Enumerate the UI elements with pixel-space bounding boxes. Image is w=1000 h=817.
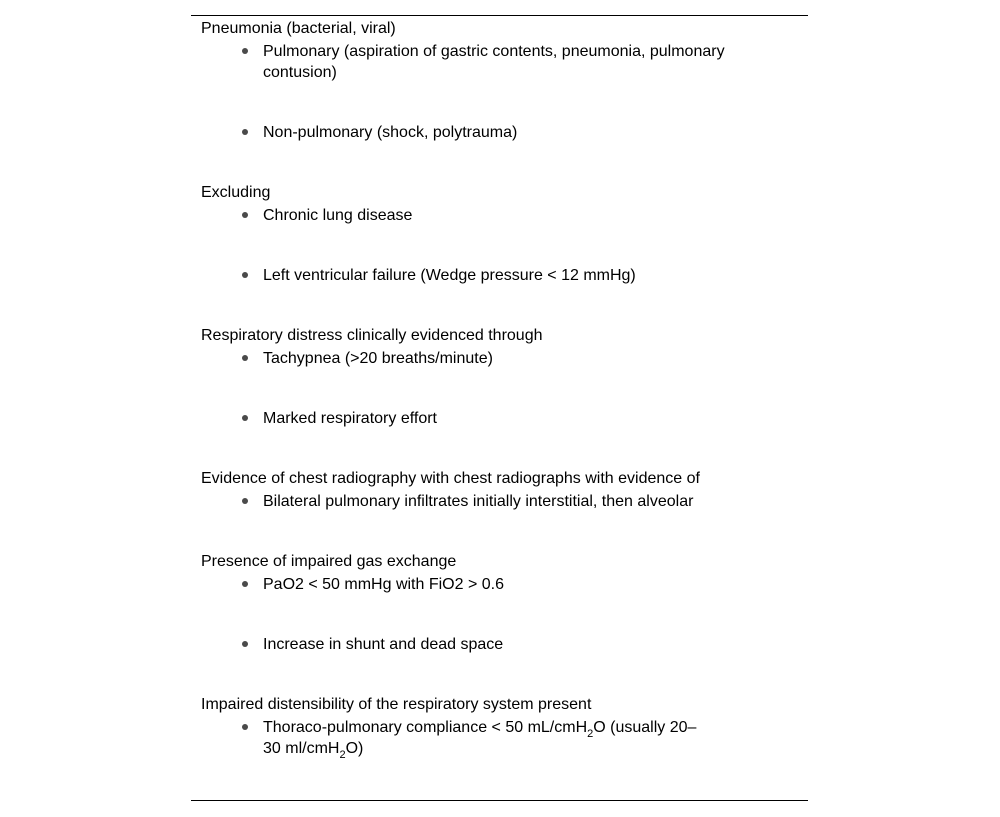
section-heading-excluding: Excluding xyxy=(201,184,271,201)
list-item-non-pulmonary: Non-pulmonary (shock, polytrauma) xyxy=(263,124,518,141)
bullet-icon xyxy=(242,212,248,218)
section-heading-distensibility: Impaired distensibility of the respiratory system present xyxy=(201,696,592,713)
list-item-pulmonary xyxy=(263,41,725,83)
list-item-line xyxy=(263,738,696,759)
bullet-icon xyxy=(242,641,248,647)
list-item-tachypnea: Tachypnea (>20 breaths/minute) xyxy=(263,350,493,367)
criteria-table xyxy=(191,15,808,801)
bullet-icon xyxy=(242,48,248,54)
list-item-line: Pulmonary (aspiration of gastric contents, pneumonia, pulmonary xyxy=(263,43,725,60)
bullet-icon xyxy=(242,272,248,278)
text-segment: Thoraco-pulmonary compliance < 50 mL/cmH xyxy=(263,719,588,736)
bullet-icon xyxy=(242,355,248,361)
list-item-shunt-dead-space: Increase in shunt and dead space xyxy=(263,636,504,653)
section-heading-gas-exchange: Presence of impaired gas exchange xyxy=(201,553,457,570)
section-heading-respiratory-distress: Respiratory distress clinically evidenced through xyxy=(201,327,543,344)
list-item-compliance xyxy=(263,717,696,759)
bullet-icon xyxy=(242,498,248,504)
list-item-line: contusion) xyxy=(263,64,337,81)
list-item-bilateral-infiltrates: Bilateral pulmonary infiltrates initially interstitial, then alveolar xyxy=(263,493,694,510)
section-heading-chest-radiography: Evidence of chest radiography with chest radiographs with evidence of xyxy=(201,470,700,487)
list-item-left-ventricular-failure: Left ventricular failure (Wedge pressure < 12 mmHg) xyxy=(263,267,636,284)
subscript: 2 xyxy=(587,728,594,740)
bullet-icon xyxy=(242,581,248,587)
subscript: 2 xyxy=(339,749,346,761)
text-segment: 30 ml/cmH xyxy=(263,740,340,757)
list-item-respiratory-effort: Marked respiratory effort xyxy=(263,410,437,427)
bullet-icon xyxy=(242,724,248,730)
section-heading-pneumonia: Pneumonia (bacterial, viral) xyxy=(201,20,396,37)
bullet-icon xyxy=(242,129,248,135)
bullet-icon xyxy=(242,415,248,421)
text-segment: O) xyxy=(345,740,364,757)
list-item-line xyxy=(263,717,696,738)
list-item-chronic-lung-disease: Chronic lung disease xyxy=(263,207,413,224)
list-item-pao2: PaO2 < 50 mmHg with FiO2 > 0.6 xyxy=(263,576,504,593)
text-segment: O (usually 20– xyxy=(593,719,697,736)
